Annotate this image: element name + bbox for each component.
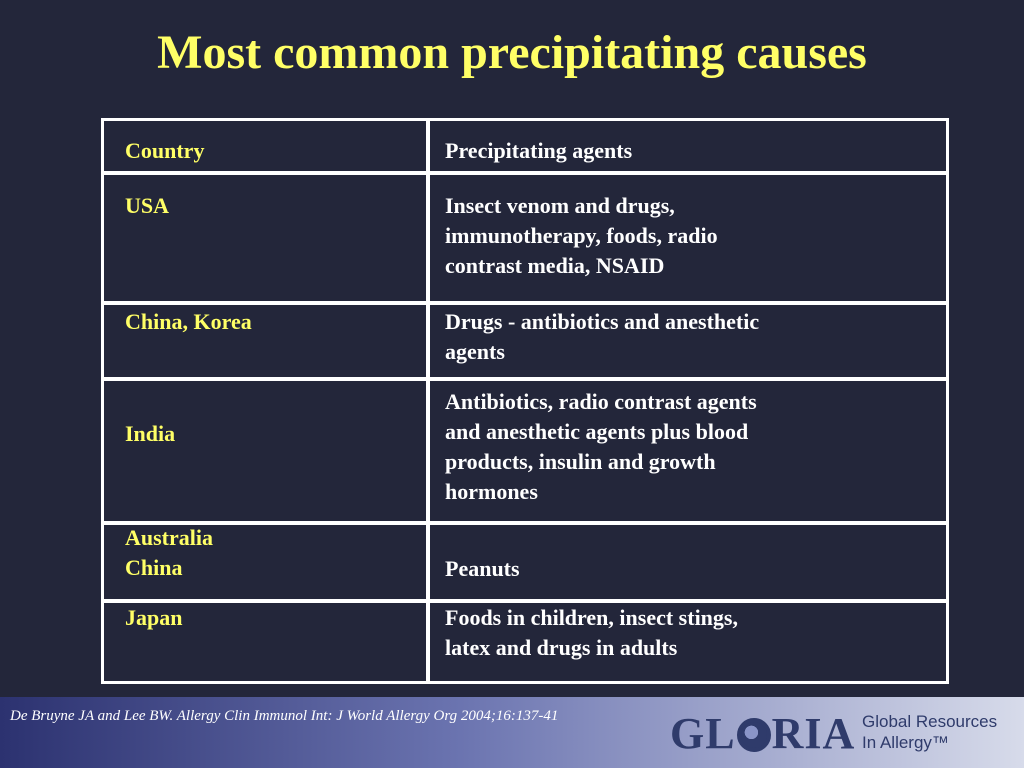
slide-title: Most common precipitating causes xyxy=(157,26,867,79)
country-cell: China, Korea xyxy=(125,309,252,334)
agents-cell: Peanuts xyxy=(445,556,520,581)
agents-cell: Drugs - antibiotics and anesthetic agents xyxy=(445,309,760,364)
logo-text-left: GL xyxy=(670,709,736,758)
table-row xyxy=(104,171,946,301)
agents-cell: Foods in children, insect stings, latex and drugs in adults xyxy=(445,605,738,660)
country-cell: USA xyxy=(125,193,170,218)
gloria-logo xyxy=(670,709,1000,759)
footer-bar xyxy=(0,697,1024,768)
logo-wordmark xyxy=(670,709,855,759)
citation-text: De Bruyne JA and Lee BW. Allergy Clin Immunol Int: J World Allergy Org 2004;16:137-41 xyxy=(10,708,559,724)
logo-tagline-line2: In Allergy™ xyxy=(862,733,949,752)
agents-cell: Antibiotics, radio contrast agents and anesthetic agents plus blood products, insulin and growth hormones xyxy=(445,389,757,504)
table-row xyxy=(104,521,946,599)
table-row xyxy=(104,599,946,681)
country-cell: Australia China xyxy=(125,525,213,580)
header-agents: Precipitating agents xyxy=(445,138,633,163)
table-row xyxy=(104,301,946,377)
logo-tagline-line1: Global Resources xyxy=(862,712,998,731)
country-cell: Japan xyxy=(125,605,183,630)
agents-cell: Insect venom and drugs, immunotherapy, foods, radio contrast media, NSAID xyxy=(445,193,718,278)
header-country: Country xyxy=(125,138,205,163)
logo-tagline xyxy=(862,711,997,753)
table-row xyxy=(104,377,946,521)
causes-table xyxy=(101,118,949,684)
country-cell: India xyxy=(125,421,176,446)
table-header-row xyxy=(104,121,946,171)
globe-icon xyxy=(737,718,771,752)
logo-text-right: RIA xyxy=(771,709,856,758)
